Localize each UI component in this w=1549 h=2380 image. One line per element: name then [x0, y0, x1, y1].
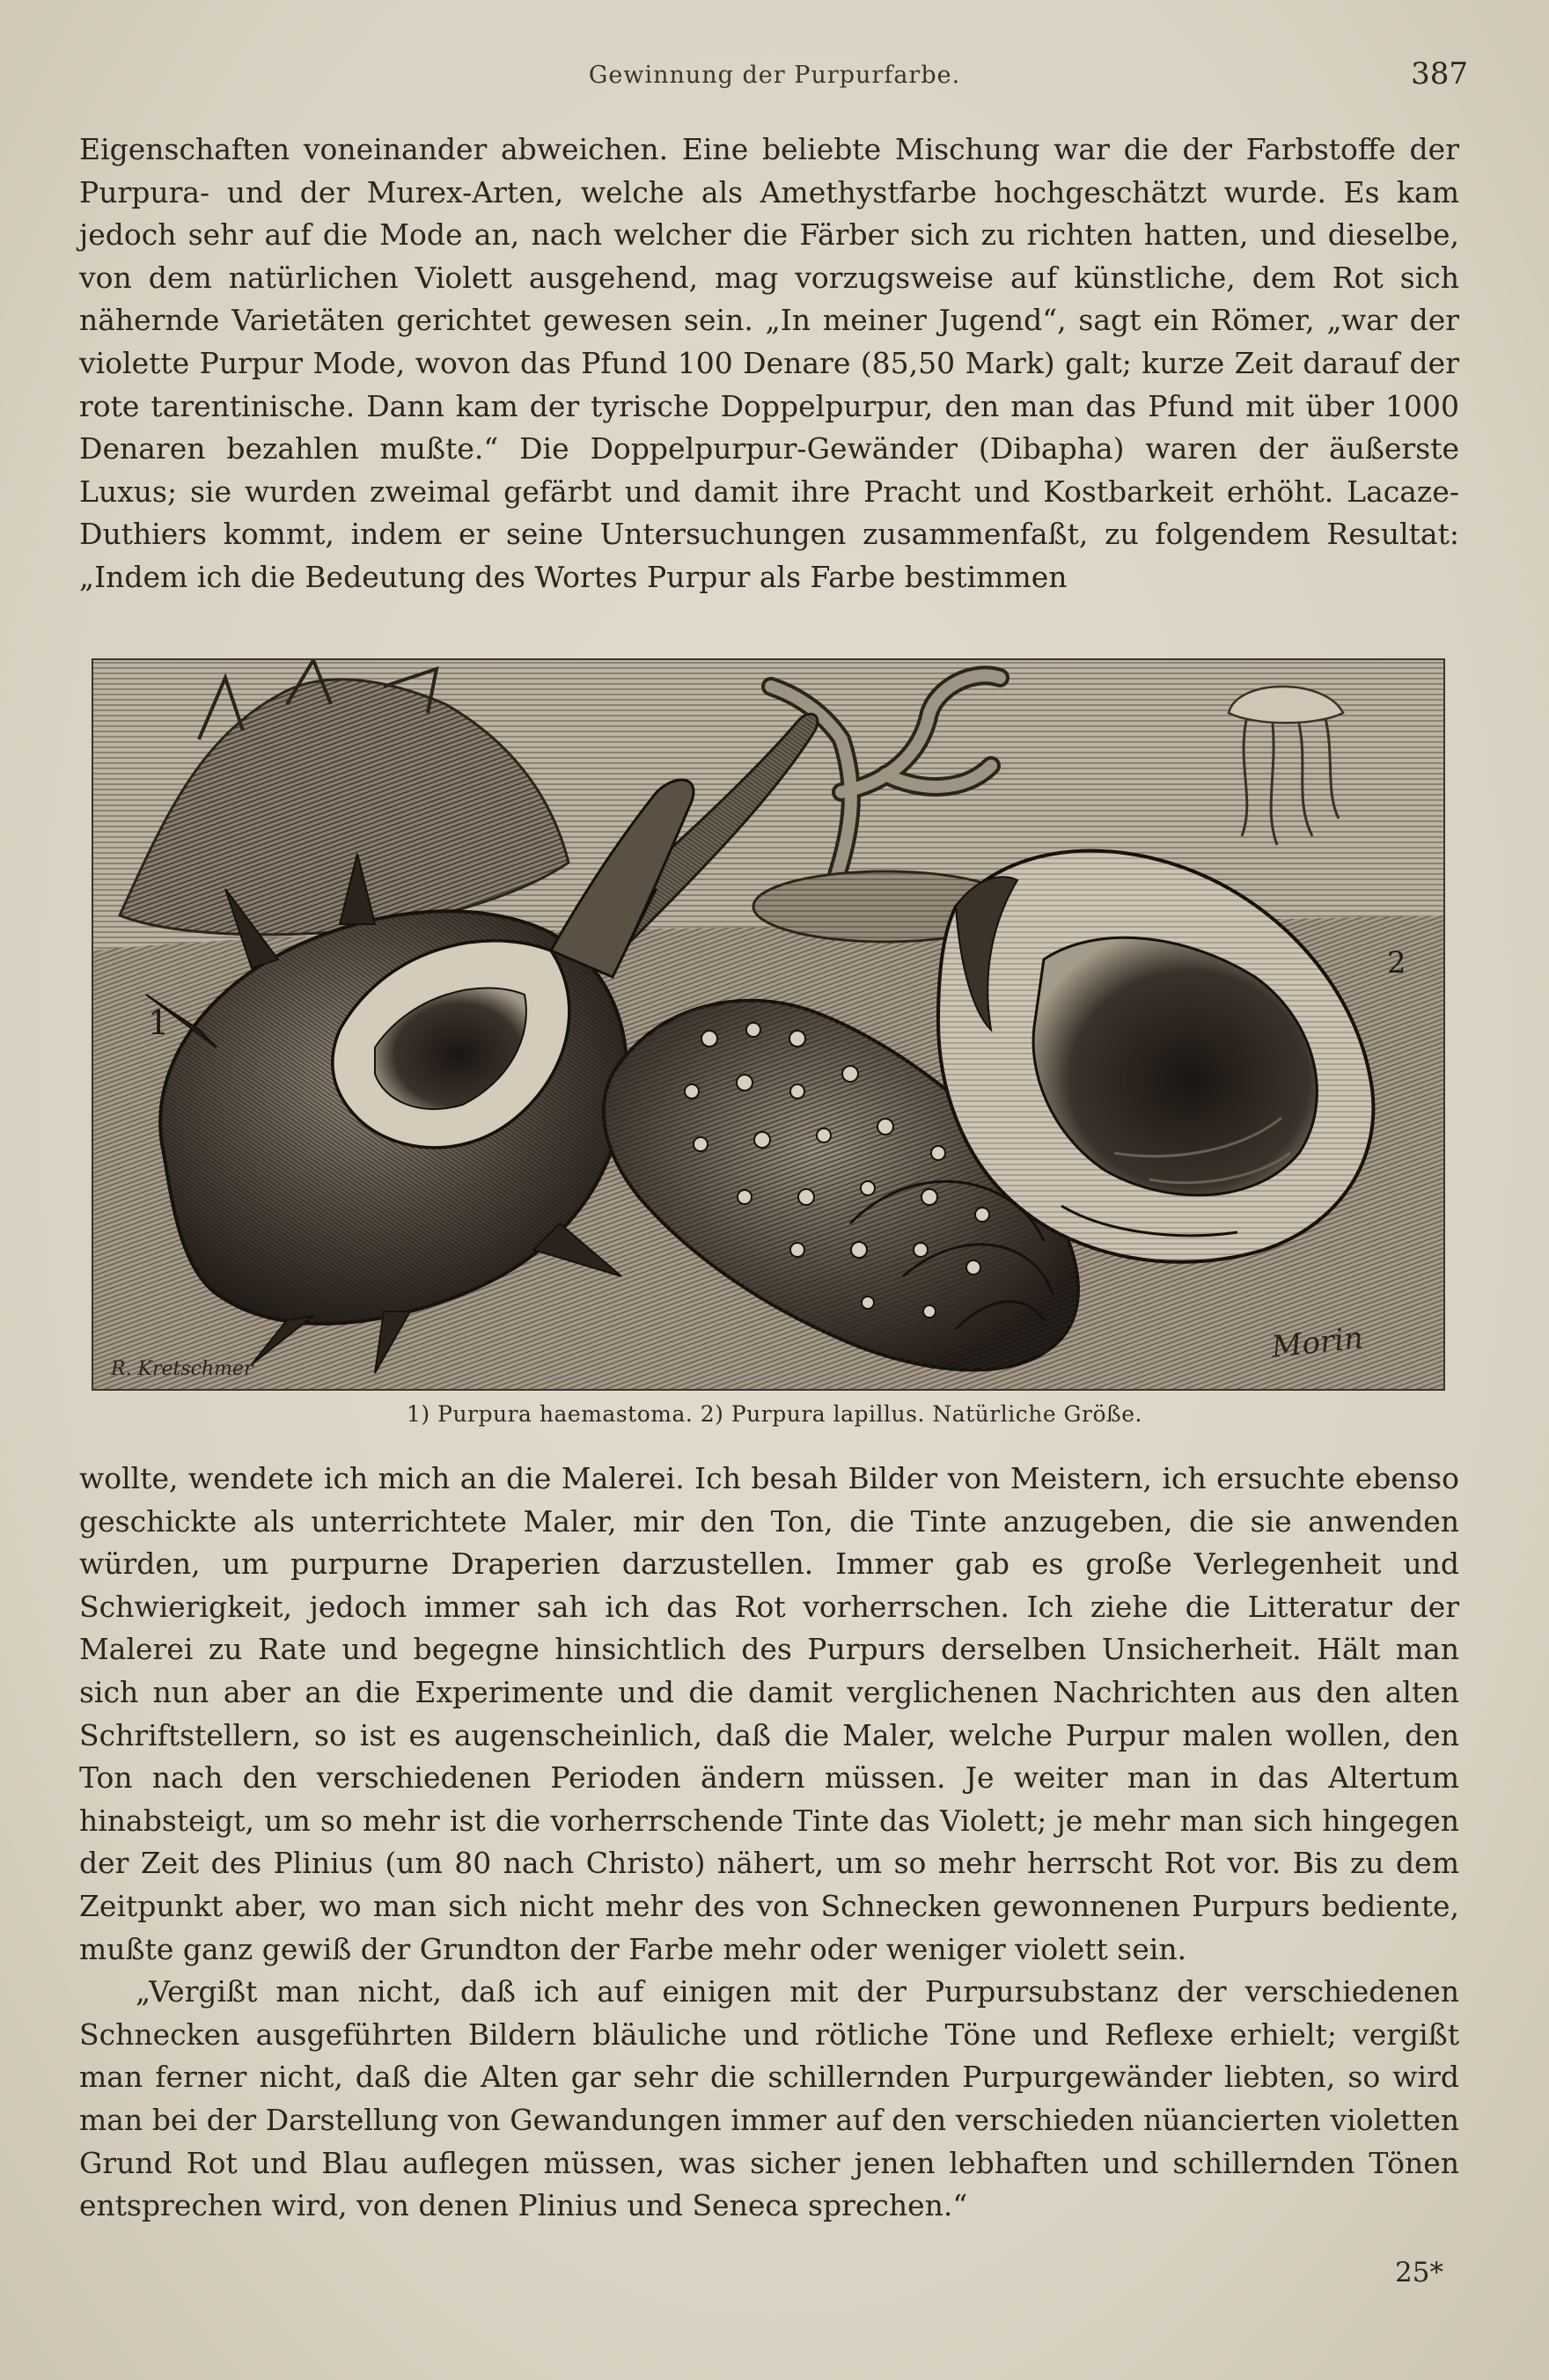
- figure-label-1: 1: [148, 1003, 170, 1042]
- paragraph: Eigenschaften voneinander abweichen. Eine beliebte Mischung war die der Farbstoffe der Purpura- und der Murex-Arten, welche als Amethystfarbe hochgeschätzt wurde. Es kam jedoch sehr auf die Mode an, nach welcher die Färber sich zu richten hatten, und dieselbe, von dem natürlichen Violett ausgehend, mag vorzugsweise auf künstliche, dem Rot sich nähernde Varietäten gerichtet gewesen sein. „In meiner Jugend“, sagt ein Römer, „war der violette Purpur Mode, wovon das Pfund 100 Denare (85,50 Mark) galt; kurze Zeit darauf der rote tarentinische. Dann kam der tyrische Doppelpurpur, den man das Pfund mit über 1000 Denaren bezahlen mußte.“ Die Doppelpurpur-Gewänder (Dibapha) waren der äußerste Luxus; sie wurden zweimal gefärbt und damit ihre Pracht und Kostbarkeit erhöht. Lacaze-Duthiers kommt, indem er seine Untersuchungen zusammenfaßt, zu folgendem Resultat: „Indem ich die Bedeutung des Wortes Purpur als Farbe bestimmen: [79, 132, 1459, 594]
- figure-caption: 1) Purpura haemastoma. 2) Purpura lapillus. Natürliche Größe.: [407, 1401, 1142, 1427]
- paragraph: wollte, wendete ich mich an die Malerei. Ich besah Bilder von Meistern, ich ersuchte ebenso geschickte als unterrichtete Maler, mir den Ton, die Tinte anzugeben, die sie anwenden würden, um purpurne Draperien darzustellen. Immer gab es große Verlegenheit und Schwierigkeit, jedoch immer sah ich das Rot vorherrschen. Ich ziehe die Litteratur der Malerei zu Rate und begegne hinsichtlich des Purpurs derselben Unsicherheit. Hält man sich nun aber an die Experimente und die damit verglichenen Nachrichten aus den alten Schriftstellern, so ist es augenscheinlich, daß die Maler, welche Purpur malen wollen, den Ton nach den verschiedenen Perioden ändern müssen. Je weiter man in das Altertum hinabsteigt, um so mehr ist die vorherrschende Tinte das Violett; je mehr man sich hingegen der Zeit des Plinius (um 80 nach Christo) nähert, um so mehr herrscht Rot vor. Bis zu dem Zeitpunkt aber, wo man sich nicht mehr des von Schnecken gewonnenen Purpurs bediente, mußte ganz gewiß der Grundton der Farbe mehr oder weniger violett sein.: [79, 1461, 1459, 1966]
- running-title: Gewinnung der Purpurfarbe.: [588, 62, 961, 89]
- paragraph: „Vergißt man nicht, daß ich auf einigen mit der Purpursubstanz der verschiedenen Schnecken ausgeführten Bildern bläuliche und rötliche Töne und Reflexe erhielt; vergißt man ferner nicht, daß die Alten gar sehr die schillernden Purpurgewänder liebten, so wird man bei der Darstellung von Gewandungen immer auf den verschieden nüancierten violetten Grund Rot und Blau auflegen müssen, was sicher jenen lebhaften und schillernden Tönen entsprechen wird, von denen Plinius und Seneca sprechen.“: [79, 1974, 1459, 2223]
- page-number: 387: [1411, 56, 1468, 92]
- engraver-signature-right: Morin: [1269, 1320, 1365, 1365]
- body-text-top: [79, 129, 1459, 599]
- signature-mark: 25*: [1395, 2257, 1443, 2288]
- body-text-bottom: [79, 1458, 1459, 2228]
- figure-label-2: 2: [1387, 945, 1406, 981]
- page-header: [79, 56, 1470, 100]
- engraving-shells: [93, 660, 1443, 1389]
- figure-illustration: [92, 658, 1445, 1391]
- engraver-signature-left: R. Kretschmer: [111, 1358, 253, 1380]
